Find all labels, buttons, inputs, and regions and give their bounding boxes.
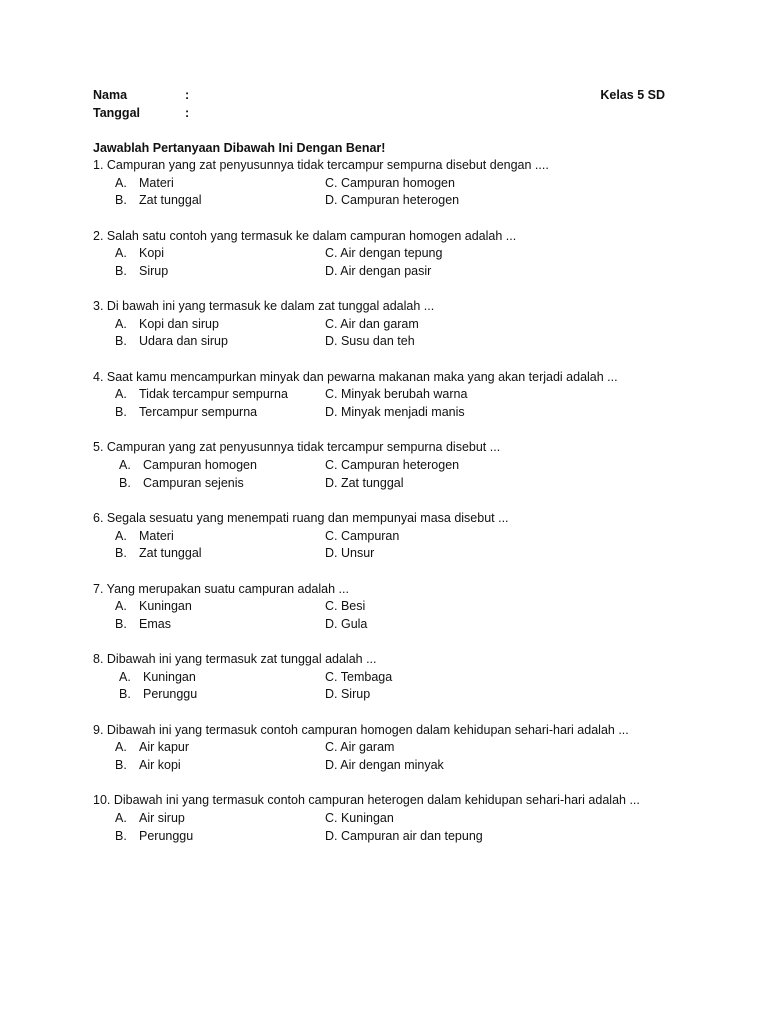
question-8 bbox=[93, 651, 693, 722]
option-row bbox=[93, 386, 693, 404]
option-row bbox=[93, 404, 693, 422]
option-letter: A. bbox=[119, 457, 131, 472]
option-letter: B. bbox=[119, 475, 131, 490]
option-text: Emas bbox=[139, 616, 171, 631]
question-3 bbox=[93, 298, 693, 369]
option-row bbox=[93, 545, 693, 563]
option-text: Tercampur sempurna bbox=[139, 404, 258, 419]
option-text: Campuran sejenis bbox=[143, 475, 244, 490]
option-row bbox=[93, 739, 693, 757]
option-letter: B. bbox=[115, 404, 127, 419]
option-row bbox=[93, 616, 693, 634]
student-header bbox=[93, 87, 665, 123]
option-c: C. Air dan garam bbox=[325, 316, 419, 331]
question-9 bbox=[93, 722, 693, 793]
name-row bbox=[93, 87, 665, 105]
option-row bbox=[93, 828, 693, 846]
option-d: D. Sirup bbox=[325, 687, 371, 702]
option-row bbox=[93, 475, 693, 493]
option-text: Udara dan sirup bbox=[139, 334, 228, 349]
option-letter: A. bbox=[115, 599, 127, 614]
question-list bbox=[93, 157, 693, 863]
question-5 bbox=[93, 439, 693, 510]
option-letter: A. bbox=[115, 316, 127, 331]
date-row bbox=[93, 105, 665, 123]
option-d: D. Campuran air dan tepung bbox=[325, 828, 483, 843]
option-letter: B. bbox=[119, 687, 131, 702]
option-c: C. Campuran heterogen bbox=[325, 457, 460, 472]
option-row bbox=[93, 669, 693, 687]
option-c: C. Tembaga bbox=[325, 669, 393, 684]
option-letter: B. bbox=[115, 193, 127, 208]
date-colon: : bbox=[185, 106, 190, 120]
option-d: D. Zat tunggal bbox=[325, 475, 404, 490]
option-row bbox=[93, 333, 693, 351]
option-row bbox=[93, 316, 693, 334]
option-d: D. Unsur bbox=[325, 546, 375, 561]
option-d: D. Susu dan teh bbox=[325, 334, 415, 349]
option-letter: A. bbox=[115, 740, 127, 755]
option-row bbox=[93, 810, 693, 828]
option-text: Kuningan bbox=[139, 599, 192, 614]
option-c: C. Kuningan bbox=[325, 810, 394, 825]
option-text: Air kapur bbox=[139, 740, 190, 755]
option-row bbox=[93, 686, 693, 704]
option-text: Materi bbox=[139, 175, 174, 190]
name-label: Nama bbox=[93, 88, 128, 102]
option-row bbox=[93, 245, 693, 263]
option-text: Campuran homogen bbox=[143, 457, 257, 472]
option-letter: A. bbox=[119, 669, 131, 684]
question-text: 2. Salah satu contoh yang termasuk ke dalam campuran homogen adalah ... bbox=[93, 228, 517, 243]
class-label: Kelas 5 SD bbox=[600, 88, 665, 102]
option-letter: A. bbox=[115, 810, 127, 825]
question-text: 5. Campuran yang zat penyusunnya tidak tercampur sempurna disebut ... bbox=[93, 440, 501, 455]
option-text: Perunggu bbox=[143, 687, 198, 702]
question-2 bbox=[93, 228, 693, 299]
option-row bbox=[93, 457, 693, 475]
option-letter: A. bbox=[115, 528, 127, 543]
option-text: Materi bbox=[139, 528, 174, 543]
option-letter: A. bbox=[115, 175, 127, 190]
option-row bbox=[93, 192, 693, 210]
option-text: Air kopi bbox=[139, 757, 181, 772]
question-text: 7. Yang merupakan suatu campuran adalah ... bbox=[93, 581, 349, 596]
option-d: D. Minyak menjadi manis bbox=[325, 404, 465, 419]
question-text: 1. Campuran yang zat penyusunnya tidak tercampur sempurna disebut dengan .... bbox=[93, 158, 549, 172]
option-letter: B. bbox=[115, 616, 127, 631]
option-letter: B. bbox=[115, 757, 127, 772]
instruction-heading: Jawablah Pertanyaan Dibawah Ini Dengan Benar! bbox=[93, 141, 386, 155]
option-d: D. Campuran heterogen bbox=[325, 193, 460, 208]
option-c: C. Air dengan tepung bbox=[325, 246, 443, 261]
option-text: Tidak tercampur sempurna bbox=[139, 387, 288, 402]
question-1 bbox=[93, 157, 693, 228]
question-text: 8. Dibawah ini yang termasuk zat tunggal adalah ... bbox=[93, 652, 377, 667]
option-row bbox=[93, 528, 693, 546]
question-text: 4. Saat kamu mencampurkan minyak dan pewarna makanan maka yang akan terjadi adalah ... bbox=[93, 369, 618, 384]
question-text: 9. Dibawah ini yang termasuk contoh campuran homogen dalam kehidupan sehari-hari adalah ... bbox=[93, 722, 629, 737]
option-c: C. Air garam bbox=[325, 740, 395, 755]
question-4 bbox=[93, 369, 693, 440]
option-letter: B. bbox=[115, 828, 127, 843]
question-text: 10. Dibawah ini yang termasuk contoh campuran heterogen dalam kehidupan sehari-hari adalah ... bbox=[93, 793, 640, 808]
question-text: 6. Segala sesuatu yang menempati ruang dan mempunyai masa disebut ... bbox=[93, 510, 509, 525]
option-text: Zat tunggal bbox=[139, 193, 202, 208]
date-label: Tanggal bbox=[93, 106, 140, 120]
option-row bbox=[93, 598, 693, 616]
question-10 bbox=[93, 792, 693, 863]
option-letter: A. bbox=[115, 387, 127, 402]
option-text: Kopi bbox=[139, 246, 165, 261]
option-text: Kuningan bbox=[143, 669, 196, 684]
question-6 bbox=[93, 510, 693, 581]
option-letter: A. bbox=[115, 246, 127, 261]
option-text: Air sirup bbox=[139, 810, 185, 825]
option-row bbox=[93, 757, 693, 775]
option-row bbox=[93, 263, 693, 281]
question-text: 3. Di bawah ini yang termasuk ke dalam zat tunggal adalah ... bbox=[93, 299, 435, 314]
option-d: D. Gula bbox=[325, 616, 368, 631]
option-text: Kopi dan sirup bbox=[139, 316, 219, 331]
option-d: D. Air dengan minyak bbox=[325, 757, 444, 772]
option-d: D. Air dengan pasir bbox=[325, 263, 432, 278]
name-colon: : bbox=[185, 88, 190, 102]
option-c: C. Besi bbox=[325, 599, 366, 614]
option-c: C. Campuran homogen bbox=[325, 175, 455, 190]
question-7 bbox=[93, 581, 693, 652]
option-c: C. Minyak berubah warna bbox=[325, 387, 468, 402]
option-letter: B. bbox=[115, 263, 127, 278]
option-text: Zat tunggal bbox=[139, 546, 202, 561]
option-c: C. Campuran bbox=[325, 528, 400, 543]
option-text: Perunggu bbox=[139, 828, 194, 843]
option-letter: B. bbox=[115, 546, 127, 561]
option-text: Sirup bbox=[139, 263, 169, 278]
option-row bbox=[93, 175, 693, 193]
option-letter: B. bbox=[115, 334, 127, 349]
